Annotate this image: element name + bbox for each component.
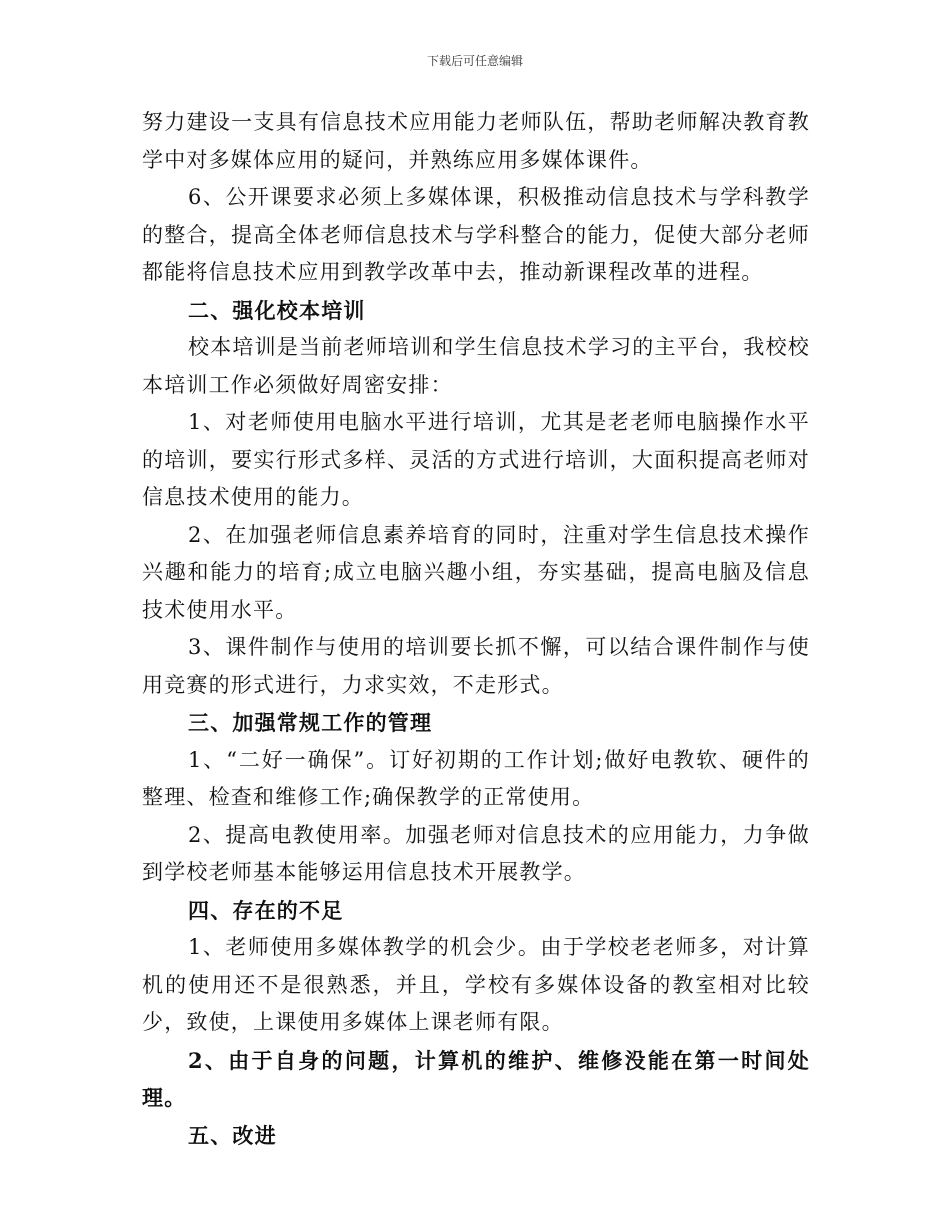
section-heading-4: 四、存在的不足 (188, 897, 344, 923)
section-heading-3: 三、加强常规工作的管理 (188, 710, 433, 735)
page-header: 下载后可任意编辑 (426, 54, 523, 68)
paragraph-8: 2、提高电教使用率。加强老师对信息技术的应用能力，力争做到学校老师基本能够运用信息技术开展教学。 (142, 822, 810, 884)
paragraph-4: 1、对老师使用电脑水平进行培训，尤其是老老师电脑操作水平的培训，要实行形式多样、灵活的方式进行培训，大面积提高老师对信息技术使用的能力。 (142, 410, 810, 509)
paragraph-7: 1、“二好一确保”。订好初期的工作计划;做好电教软、硬件的整理、检查和维修工作;确保教学的正常使用。 (142, 747, 810, 809)
document-body (142, 104, 810, 1154)
paragraph-1: 努力建设一支具有信息技术应用能力老师队伍，帮助老师解决教育教学中对多媒体应用的疑问，并熟练应用多媒体课件。 (142, 110, 810, 172)
paragraph-2: 6、公开课要求必须上多媒体课，积极推动信息技术与学科教学的整合，提高全体老师信息技术与学科整合的能力，促使大部分老师都能将信息技术应用到教学改革中去，推动新课程改革的进程。 (142, 185, 810, 284)
section-heading-5: 五、改进 (188, 1122, 277, 1148)
paragraph-3: 校本培训是当前老师培训和学生信息技术学习的主平台，我校校本培训工作必须做好周密安排： (142, 335, 810, 397)
section-heading-2: 二、强化校本培训 (188, 297, 366, 323)
paragraph-5: 2、在加强老师信息素养培育的同时，注重对学生信息技术操作兴趣和能力的培育;成立电脑兴趣小组，夯实基础，提高电脑及信息技术使用水平。 (142, 522, 810, 622)
paragraph-10: 2、由于自身的问题，计算机的维护、维修没能在第一时间处理。 (142, 1047, 810, 1110)
paragraph-6: 3、课件制作与使用的培训要长抓不懈，可以结合课件制作与使用竞赛的形式进行，力求实效，不走形式。 (142, 635, 810, 697)
paragraph-9: 1、老师使用多媒体教学的机会少。由于学校老老师多，对计算机的使用还不是很熟悉，并且，学校有多媒体设备的教室相对比较少，致使，上课使用多媒体上课老师有限。 (142, 935, 810, 1034)
